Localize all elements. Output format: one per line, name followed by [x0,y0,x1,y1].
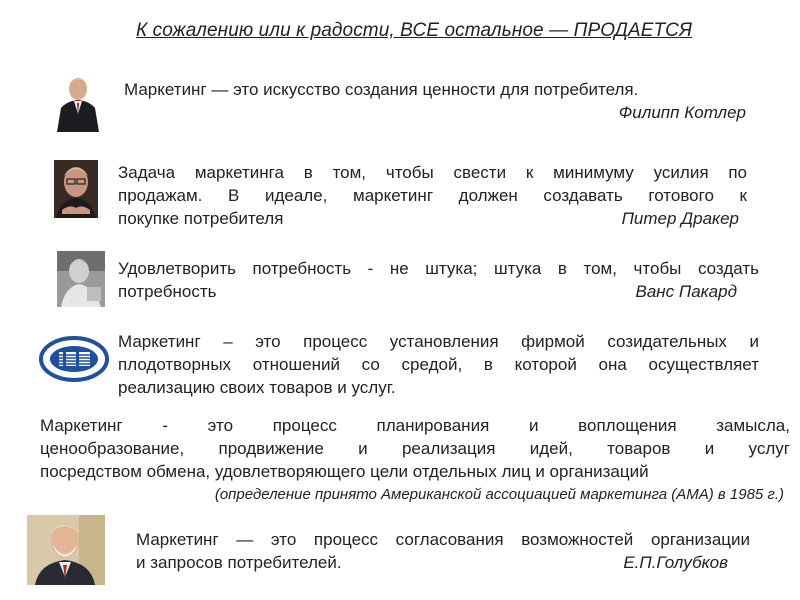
quote-packard [118,257,759,303]
quote-packard-line-2 [118,280,759,303]
quote-golubkov-text-1: Маркетинг — это процесс согласования возможностей организации [136,530,750,549]
quote-ibm-text-2: плодотворных отношений со средой, в которой она осуществляет [118,355,759,374]
quote-packard-line-1 [118,257,759,280]
quote-drucker-text-1: Задача маркетинга в том, чтобы свести к минимуму усилия по [118,163,747,182]
quote-ibm [118,330,759,399]
quote-kotler [124,78,746,124]
quote-golubkov [136,528,750,574]
quote-drucker-line-1 [118,161,747,184]
quote-golubkov-author: Е.П.Голубков [623,553,728,572]
quote-ibm-text-1: Маркетинг – это процесс установления фирмой созидательных и [118,332,759,351]
quote-ama-line-1 [40,414,790,437]
quote-ama-text-2: ценообразование, продвижение и реализация идей, товаров и услуг [40,439,790,458]
quote-drucker-author: Питер Дракер [621,209,739,228]
quote-ama-text-1: Маркетинг - это процесс планирования и воплощения замысла, [40,416,790,435]
kotler-portrait-icon [53,72,103,132]
quote-ama-line-3 [40,460,790,483]
quote-packard-text-1: Удовлетворить потребность - не штука; штука в том, чтобы создать [118,259,759,278]
quote-ama-note: (определение принято Американской ассоциацией маркетинга (АМА) в 1985 г.) [214,486,784,503]
quote-packard-author: Ванс Пакард [635,282,737,301]
quote-drucker-line-2 [118,184,747,207]
quote-kotler-text: Маркетинг — это искусство создания ценности для потребителя. [124,80,639,99]
quote-ibm-line-3 [118,376,759,399]
packard-portrait-icon [57,251,105,307]
quote-ibm-text-3: реализацию своих товаров и услуг. [118,378,396,397]
quote-ibm-line-2 [118,353,759,376]
quote-golubkov-text-2: и запросов потребителей. [136,553,342,572]
drucker-portrait-icon [54,160,98,218]
ibm-logo-icon [38,333,110,385]
quote-ama-line-2 [40,437,790,460]
quote-drucker-text-2: продажам. В идеале, маркетинг должен создавать готового к [118,186,747,205]
golubkov-portrait-icon [27,515,105,585]
quote-ibm-line-1 [118,330,759,353]
quote-drucker-text-3: покупке потребителя [118,209,284,228]
quote-golubkov-line-1 [136,528,750,551]
quote-packard-text-2: потребность [118,282,217,301]
quote-golubkov-line-2 [136,551,750,574]
quote-kotler-author: Филипп Котлер [618,103,746,122]
page-title: К сожалению или к радости, ВСЕ остальное — ПРОДАЕТСЯ [136,20,693,41]
quote-drucker-line-3 [118,207,747,230]
quote-drucker [118,161,747,230]
quote-ama [40,414,790,506]
quote-ama-text-3: посредством обмена, удовлетворяющего цели отдельных лиц и организаций [40,462,649,481]
